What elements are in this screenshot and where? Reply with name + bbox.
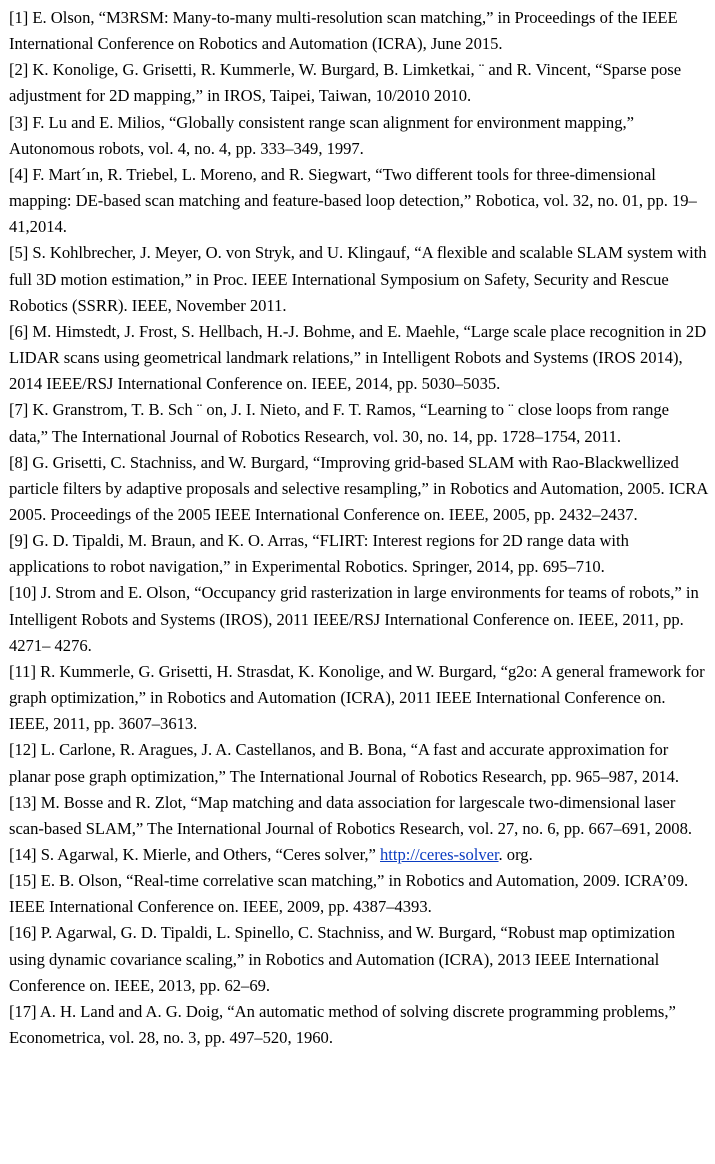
reference-text: P. Agarwal, G. D. Tipaldi, L. Spinello, C. Stachniss, and W. Burgard, “Robust map optimization using dynamic covariance scaling,” in Robotics and Automation (ICRA), 2013 IEEE International Conference on. IEEE, 2013, pp. 62–69. (9, 923, 676, 995)
ceres-solver-link[interactable]: http://ceres-solver (380, 845, 499, 864)
reference-label: [10] (9, 583, 37, 603)
reference-item-17 (9, 999, 709, 1051)
reference-label: [2] (9, 60, 29, 80)
reference-text: M. Himstedt, J. Frost, S. Hellbach, H.-J. Bohme, and E. Maehle, “Large scale place recognition in 2D LIDAR scans using geometrical landmark relations,” in Intelligent Robots and Systems (IROS 2014), 2014 IEEE/RSJ International Conference on. IEEE, 2014, pp. 5030–5035. (9, 321, 707, 394)
reference-label: [4] (9, 164, 29, 184)
reference-list (9, 5, 709, 1051)
reference-item-10 (9, 580, 709, 658)
reference-item-8 (9, 450, 709, 528)
reference-text: E. Olson, “M3RSM: Many-to-many multi-resolution scan matching,” in Proceedings of the IEEE International Conference on Robotics and Automation (ICRA), June 2015. (9, 8, 678, 54)
reference-text: R. Kummerle, G. Grisetti, H. Strasdat, K. Konolige, and W. Burgard, “g2o: A general framework for graph optimization,” in Robotics and Automation (ICRA), 2011 IEEE International Conference on. IEEE, 2011, pp. 3607–3613. (9, 661, 705, 734)
reference-text: F. Lu and E. Milios, “Globally consistent range scan alignment for environment mapping,” Autonomous robots, vol. 4, no. 4, pp. 333–349, 1997. (9, 112, 634, 158)
reference-item-15 (9, 868, 709, 920)
reference-text: G. Grisetti, C. Stachniss, and W. Burgard, “Improving grid-based SLAM with Rao-Blackwellized particle filters by adaptive proposals and selective resampling,” in Robotics and Automation, 2005. ICRA 2005. Proceedings of the 2005 IEEE International Conference on. IEEE, 2005, pp. 2432–2437. (9, 452, 708, 524)
reference-label: [14] (9, 845, 37, 864)
reference-item-1 (9, 5, 709, 57)
reference-item-9 (9, 528, 709, 580)
reference-item-6 (9, 319, 709, 397)
reference-label: [16] (9, 923, 37, 943)
reference-text: K. Granstrom, T. B. Sch ¨ on, J. I. Nieto, and F. T. Ramos, “Learning to ¨ close loops from range data,” The International Journal of Robotics Research, vol. 30, no. 14, pp. 1728–1754, 2011. (9, 400, 669, 446)
reference-text: G. D. Tipaldi, M. Braun, and K. O. Arras, “FLIRT: Interest regions for 2D range data with applications to robot navigation,” in Experimental Robotics. Springer, 2014, pp. 695–710. (9, 531, 629, 577)
reference-label: [6] (9, 321, 29, 341)
reference-label: [8] (9, 452, 29, 472)
reference-text-after-link: . org. (498, 845, 533, 864)
reference-item-11 (9, 659, 709, 737)
reference-text: E. B. Olson, “Real-time correlative scan matching,” in Robotics and Automation, 2009. ICRA’09. IEEE International Conference on. IEEE, 2009, pp. 4387–4393. (9, 871, 689, 917)
reference-label: [13] (9, 792, 37, 812)
reference-item-12 (9, 737, 709, 789)
reference-item-4 (9, 162, 709, 240)
reference-item-14 (9, 842, 709, 868)
reference-text: L. Carlone, R. Aragues, J. A. Castellanos, and B. Bona, “A fast and accurate approximation for planar pose graph optimization,” The International Journal of Robotics Research, pp. 965–987, 2014. (9, 740, 680, 786)
reference-item-7 (9, 397, 709, 449)
reference-text: F. Mart´ın, R. Triebel, L. Moreno, and R. Siegwart, “Two different tools for three-dimensional mapping: DE-based scan matching and feature-based loop detection,” Robotica, vol. 32, no. 01, pp. 19–41,2014. (9, 164, 697, 237)
reference-item-3 (9, 110, 709, 162)
reference-text: K. Konolige, G. Grisetti, R. Kummerle, W. Burgard, B. Limketkai, ¨ and R. Vincent, “Sparse pose adjustment for 2D mapping,” in IROS, Taipei, Taiwan, 10/2010 2010. (9, 60, 682, 106)
reference-item-16 (9, 920, 709, 998)
reference-label: [9] (9, 531, 29, 551)
reference-label: [12] (9, 740, 37, 760)
reference-item-2 (9, 57, 709, 109)
reference-label: [11] (9, 661, 36, 681)
reference-text: M. Bosse and R. Zlot, “Map matching and data association for largescale two-dimensional laser scan-based SLAM,” The International Journal of Robotics Research, vol. 27, no. 6, pp. 667–691, 2008. (9, 792, 692, 838)
reference-item-5 (9, 240, 709, 318)
reference-text: J. Strom and E. Olson, “Occupancy grid rasterization in large environments for teams of robots,” in Intelligent Robots and Systems (IROS), 2011 IEEE/RSJ International Conference on. IEEE, 2011, pp. 4271– 4276. (9, 583, 699, 655)
reference-text: S. Kohlbrecher, J. Meyer, O. von Stryk, and U. Klingauf, “A flexible and scalable SLAM system with full 3D motion estimation,” in Proc. IEEE International Symposium on Safety, Security and Rescue Robotics (SSRR). IEEE, November 2011. (9, 243, 707, 315)
reference-label: [15] (9, 871, 37, 891)
reference-label: [7] (9, 400, 29, 420)
reference-label: [3] (9, 112, 29, 132)
reference-label: [17] (9, 1001, 37, 1021)
reference-item-13 (9, 790, 709, 842)
reference-text: S. Agarwal, K. Mierle, and Others, “Ceres solver,” (36, 845, 381, 864)
reference-text: A. H. Land and A. G. Doig, “An automatic method of solving discrete programming problems,” Econometrica, vol. 28, no. 3, pp. 497–520, 1960. (9, 1001, 676, 1048)
reference-label: [1] (9, 8, 29, 27)
reference-label: [5] (9, 243, 29, 263)
